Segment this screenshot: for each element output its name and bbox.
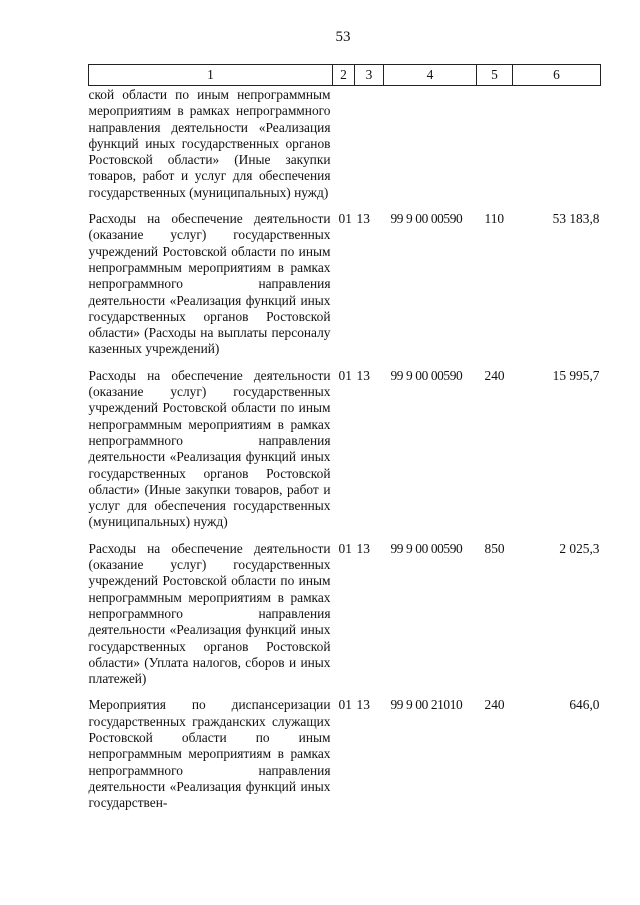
row-target-article bbox=[384, 86, 477, 202]
column-header: 5 bbox=[477, 65, 513, 86]
column-header: 4 bbox=[384, 65, 477, 86]
row-spacer bbox=[89, 358, 601, 368]
row-expense-type: 240 bbox=[484, 697, 505, 713]
table-header-row bbox=[89, 65, 601, 86]
row-section bbox=[333, 86, 355, 202]
row-target-article: 99 9 00 00590 bbox=[390, 367, 463, 383]
row-subsection: 13 bbox=[356, 367, 370, 383]
row-description: Мероприятия по диспансеризации государственных гражданских служащих Ростовской области по иным непрограммным мероприятиям в рамках непрограммного направления деятельности «Реализация функций иных государствен- bbox=[88, 697, 331, 811]
row-description: Расходы на обеспечение деятельности (оказание услуг) государственных учреждений Ростовской области по иным непрограммным мероприятиям в рамках непрограммного направления деятельности «Реализация функций иных государственных органов Ростовской области» (Уплата налогов, сборов и иных платежей) bbox=[88, 540, 331, 687]
row-description: ской области по иным непрограммным мероприятиям в рамках непрограммного направления деятельности «Реализация функций иных государственных органов Ростовской области» (Иные закупки товаров, работ и услуг для обеспечения государственных (муниципальных) нужд) bbox=[88, 87, 331, 200]
row-expense-type: 240 bbox=[484, 367, 505, 383]
table-row bbox=[89, 211, 601, 358]
row-description: Расходы на обеспечение деятельности (оказание услуг) государственных учреждений Ростовской области по иным непрограммным мероприятиям в рамках непрограммного направления деятельности «Реализация функций иных государственных органов Ростовской области» (Иные закупки товаров, работ и услуг для обеспечения государственных (муниципальных) нужд) bbox=[88, 367, 331, 530]
row-section: 01 bbox=[338, 367, 352, 383]
row-amount: 15 995,7 bbox=[552, 367, 600, 383]
row-spacer bbox=[89, 687, 601, 697]
row-subsection: 13 bbox=[356, 211, 370, 227]
column-header: 1 bbox=[89, 65, 333, 86]
row-amount: 2 025,3 bbox=[559, 540, 600, 556]
row-expense-type: 110 bbox=[484, 211, 505, 227]
row-expense-type: 850 bbox=[484, 540, 505, 556]
row-subsection: 13 bbox=[356, 697, 370, 713]
page-number: 53 bbox=[335, 29, 351, 45]
row-spacer bbox=[89, 531, 601, 541]
row-section: 01 bbox=[338, 697, 352, 713]
row-description: Расходы на обеспечение деятельности (оказание услуг) государственных учреждений Ростовской области по иным непрограммным мероприятиям в рамках непрограммного направления деятельности «Реализация функций иных государственных органов Ростовской области» (Расходы на выплаты персоналу казенных учреждений) bbox=[88, 211, 331, 357]
table-row bbox=[89, 368, 601, 531]
row-amount: 53 183,8 bbox=[552, 211, 600, 227]
table-row bbox=[89, 86, 601, 202]
row-spacer bbox=[89, 201, 601, 211]
column-header: 2 bbox=[333, 65, 355, 86]
row-expense-type bbox=[477, 86, 513, 202]
budget-table bbox=[88, 64, 601, 811]
column-header: 6 bbox=[513, 65, 601, 86]
table-row bbox=[89, 697, 601, 811]
row-amount: 646,0 bbox=[569, 697, 600, 713]
row-amount bbox=[513, 86, 601, 202]
row-subsection bbox=[355, 86, 384, 202]
column-header: 3 bbox=[355, 65, 384, 86]
row-target-article: 99 9 00 00590 bbox=[390, 540, 463, 556]
row-section: 01 bbox=[338, 540, 352, 556]
row-section: 01 bbox=[338, 211, 352, 227]
table-row bbox=[89, 541, 601, 688]
row-target-article: 99 9 00 00590 bbox=[390, 211, 463, 227]
row-subsection: 13 bbox=[356, 540, 370, 556]
row-target-article: 99 9 00 21010 bbox=[390, 697, 463, 713]
